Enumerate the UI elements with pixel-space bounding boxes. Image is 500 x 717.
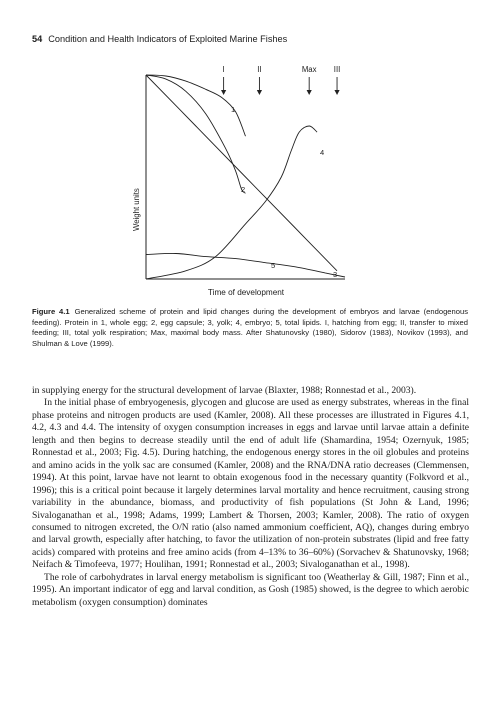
curve-label-3: 3	[333, 270, 338, 279]
stage-marker-arrowhead	[334, 90, 339, 95]
stage-marker-label: III	[333, 65, 341, 74]
x-axis-label: Time of development	[207, 288, 285, 297]
stage-marker-arrowhead	[307, 90, 312, 95]
curves	[146, 75, 345, 279]
stage-marker-arrowhead	[221, 90, 226, 95]
figure-caption	[32, 307, 468, 349]
figure-label: Figure 4.1	[32, 307, 70, 316]
stage-marker-label: I	[222, 65, 225, 74]
page-number: 54	[32, 34, 43, 44]
caption-text: Generalized scheme of protein and lipid changes during the development of embryos and larvae (endogenous feeding). Protein in 1, whole egg; 2, egg capsule; 3, yolk; 4, embryo; 5, total lipids. I, hatching from egg; II, transfer to mixed feeding; III, total yolk respiration; Max, maximal body mass. After Shatunovsky (1980), Sidorov (1983), Novikov (1993), and Shulman & Love (1999).	[32, 307, 468, 348]
curve-label-2: 2	[241, 185, 246, 194]
stage-markers	[221, 65, 340, 95]
y-axis-label: Weight units	[132, 188, 141, 231]
curve-4	[146, 126, 317, 279]
curve-label-5: 5	[271, 261, 276, 270]
figure-4-1	[0, 55, 500, 305]
paragraph: In the initial phase of embryogenesis, glycogen and glucose are used as energy substrates, whereas in the final phase proteins and nitrogen products are used (Kamler, 2008). All these processes are illustrated in Figures 4.1, 4.2, 4.3 and 4.4. The intensity of oxygen consumption increases in eggs and larvae until larvae attain a definite length and then begins to decrease steadily until the end of adult life (Shamardina, 1954; Ozernyuk, 1985; Ronnestad et al., 2003; Fig. 4.5). During hatching, the endogenous energy stores in the oil globules and proteins and amino acids in the yolk sac are consumed (Kamler, 2008) and the RNA/DNA ratio decreases (Clemmensen, 1994). At this point, larvae have not learnt to obtain exogenous food in the necessary quantity (Folkvord et al., 1996); this is a critical point because it largely determines larval mortality and hence recruitment, causing strong variability in the abundance, biomass, and productivity of fish populations (St John & Land, 1996; Sivaloganathan et al., 1998; Adams, 1999; Lambert & Thorsen, 2003; Kamler, 2008). The ratio of oxygen consumed to nitrogen excreted, the O/N ratio (also named ammonium coefficient, AQ), changes during embryo and larval growth, especially after hatching, to favor the utilization of non-protein substrates (lipid and free fatty acids) compared with proteins and free amino acids (from 4–13% to 36–60%) (Sorvachev & Shatunovsky, 1968; Neifach & Timofeeva, 1977; Houlihan, 1991; Ronnestad et al., 2003; Sivaloganathan et al., 1998).	[32, 397, 469, 571]
stage-marker-arrowhead	[257, 90, 262, 95]
curve-label-4: 4	[320, 148, 325, 157]
paragraph: The role of carbohydrates in larval energy metabolism is significant too (Weatherlay & Gill, 1987; Finn et al., 1995). An important indicator of egg and larval condition, as Gosh (1985) showed, is the degree to which aerobic metabolism (oxygen consumption) dominates	[32, 571, 469, 608]
running-head	[32, 34, 287, 44]
running-title: Condition and Health Indicators of Exploited Marine Fishes	[48, 34, 288, 44]
curve-labels	[231, 105, 337, 279]
body-text	[32, 385, 469, 609]
curve-label-1: 1	[231, 105, 236, 114]
curve-2	[146, 75, 246, 193]
curve-3	[146, 75, 337, 271]
stage-marker-label: II	[257, 65, 262, 74]
stage-marker-label: Max	[301, 65, 317, 74]
paragraph: in supplying energy for the structural development of larvae (Blaxter, 1988; Ronnestad et al., 2003).	[32, 385, 417, 396]
